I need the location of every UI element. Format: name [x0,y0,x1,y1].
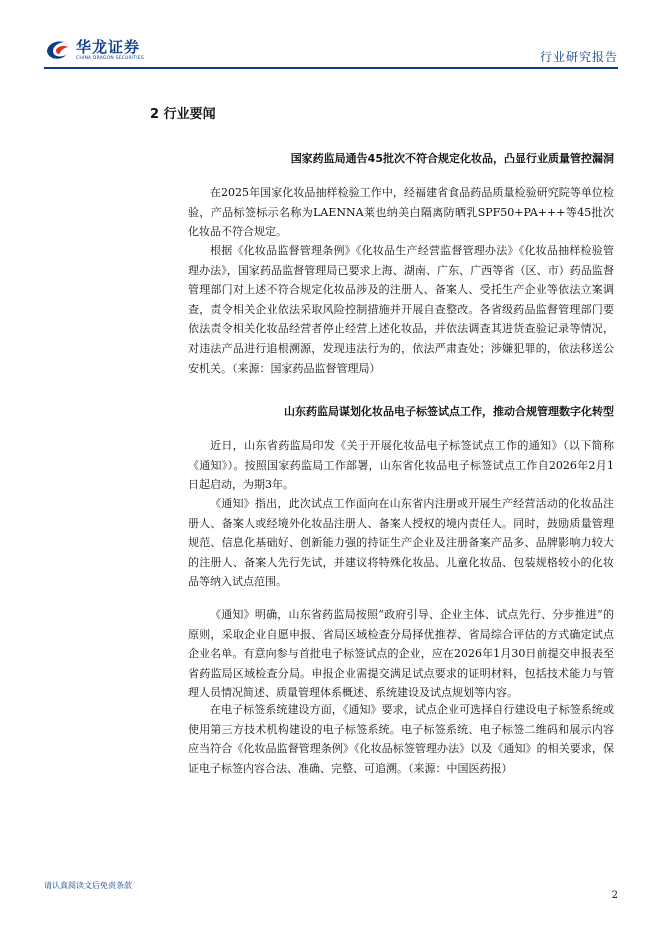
news-title-1: 国家药监局通告45批次不符合规定化妆品，凸显行业质量管控漏洞 [290,152,614,165]
news-2-paragraph-4: 在电子标签系统建设方面，《通知》要求，试点企业可选择自行建设电子标签系统或使用第三方技术机构建设的电子标签系统。电子标签系统、电子标签二维码和展示内容应当符合《化妆品监督管理条例》《化妆品标签管理办法》以及《通知》的相关要求，保证电子标签内容合法、准确、完整、可追溯。（来源：中国医药报） [188,703,614,775]
page-number: 2 [611,890,618,901]
page-header [0,0,662,76]
news-2-paragraph-3: 《通知》明确，山东省药监局按照“政府引导、企业主体、试点先行、分步推进”的原则，采取企业自愿申报、省局区域检查分局择优推荐、省局综合评估的方式确定试点企业名单。有意向参与首批电子标签试点的企业，应在2026年1月30日前提交申报表至省药监局区域检查分局。申报企业需提交满足试点要求的证明材料，包括技术能力与管理人员情况简述、质量管理体系概述、系统建设及试点规划等内容。 [188,608,614,700]
news-2-paragraph-2: 《通知》指出，此次试点工作面向在山东省内注册或开展生产经营活动的化妆品注册人、备案人或经境外化妆品注册人、备案人授权的境内责任人。同时，鼓励质量管理规范、信息化基础好、创新能力强的持证生产企业及注册备案产品多、品牌影响力较大的注册人、备案人先行先试，并建议将特殊化妆品、儿童化妆品、包装规格较小的化妆品等纳入试点范围。 [188,497,614,589]
logo-english-name: CHINA DRAGON SECURITIES [76,55,144,61]
news-1-paragraph-1: 在2025年国家化妆品抽样检验工作中，经福建省食品药品质量检验研究院等单位检验，产品标签标示名称为LAENNA莱也纳美白隔离防晒乳SPF50+PA+++等45批次化妆品不符合规定。 [188,186,614,239]
news-1-paragraph-2: 根据《化妆品监督管理条例》《化妆品生产经营监督管理办法》《化妆品抽样检验管理办法》，国家药品监督管理局已要求上海、湖南、广东、广西等省（区、市）药品监督管理部门对上述不符合规定化妆品涉及的注册人、备案人、受托生产企业等依法立案调查，责令相关企业依法采取风险控制措施并开展自查整改。各省级药品监督管理部门要依法责令相关化妆品经营者停止经营上述化妆品，并依法调查其进货查验记录等情况，对违法产品进行追根溯源，发现违法行为的，依法严肃查处；涉嫌犯罪的，依法移送公安机关。（来源：国家药品监督管理局） [188,244,614,375]
section-title: 2 行业要闻 [150,107,216,122]
report-type-label: 行业研究报告 [539,50,618,64]
news-2-paragraph-1: 近日，山东省药监局印发《关于开展化妆品电子标签试点工作的通知》（以下简称《通知》）。按照国家药监局工作部署，山东省化妆品电子标签试点工作自2026年2月1日起启动，为期3年。 [188,439,614,492]
logo-chinese-name: 华龙证券 [76,37,141,56]
company-logo [44,38,144,62]
dragon-logo-icon [44,38,70,62]
news-title-2: 山东药监局谋划化妆品电子标签试点工作，推动合规管理数字化转型 [284,405,614,418]
footer-disclaimer: 请认真阅读文后免责条款 [44,881,132,890]
header-divider [44,67,618,69]
